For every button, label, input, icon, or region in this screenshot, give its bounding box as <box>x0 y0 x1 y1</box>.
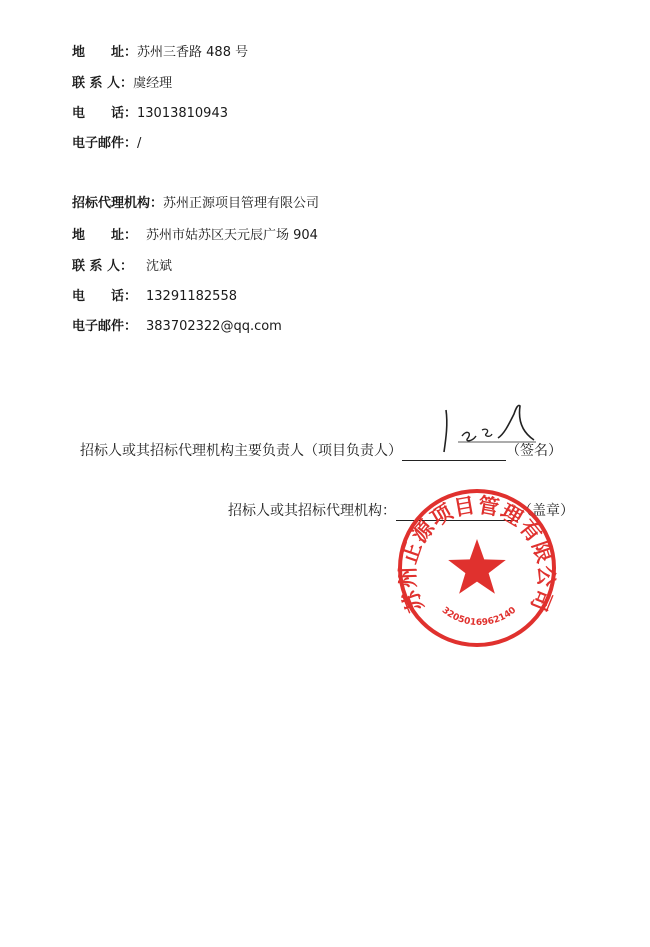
email-label: 电子邮件： <box>72 319 138 334</box>
agency-address: 苏州市姑苏区天元辰广场 904 <box>146 228 318 243</box>
agency-label: 招标代理机构： <box>72 196 164 211</box>
seal-company-name: 苏州正源项目管理有限公司 <box>396 492 558 616</box>
address-label: 地 址： <box>72 45 138 60</box>
agency-address-row <box>72 227 318 245</box>
agency-phone: 13291182558 <box>146 289 237 304</box>
responsible-person-text: 招标人或其招标代理机构主要负责人（项目负责人） <box>80 443 402 459</box>
tenderer-phone: 13013810943 <box>137 106 228 121</box>
tenderer-address-row <box>72 44 248 62</box>
tenderer-email: / <box>137 136 142 151</box>
tenderer-address: 苏州三香路 488 号 <box>137 45 249 60</box>
company-seal <box>396 487 558 649</box>
agency-name: 苏州正源项目管理有限公司 <box>163 196 320 211</box>
agency-contact-row <box>72 258 172 276</box>
contact-label: 联 系 人： <box>72 76 134 91</box>
agency-email-row <box>72 318 282 336</box>
phone-label: 电 话： <box>72 289 138 304</box>
tenderer-contact-row <box>72 75 172 93</box>
svg-text:3205016962140 <box>440 605 518 628</box>
address-label: 地 址： <box>72 228 138 243</box>
phone-label: 电 话： <box>72 106 138 121</box>
agency-phone-row <box>72 288 237 306</box>
seal-suffix: （盖章） <box>518 503 574 519</box>
tenderer-email-row <box>72 135 141 153</box>
tenderer-contact: 虞经理 <box>133 76 173 91</box>
star-icon <box>448 539 506 594</box>
agency-email: 383702322@qq.com <box>146 319 282 334</box>
email-label: 电子邮件： <box>72 136 138 151</box>
agency-seal-text: 招标人或其招标代理机构： <box>228 503 396 519</box>
agency-name-row <box>72 195 319 213</box>
tenderer-phone-row <box>72 105 228 123</box>
agency-contact: 沈斌 <box>146 259 173 274</box>
seal-code: 3205016962140 <box>439 605 519 629</box>
sign-suffix: （签名） <box>506 443 562 459</box>
handwritten-signature <box>438 396 538 456</box>
contact-label: 联 系 人： <box>72 259 134 274</box>
